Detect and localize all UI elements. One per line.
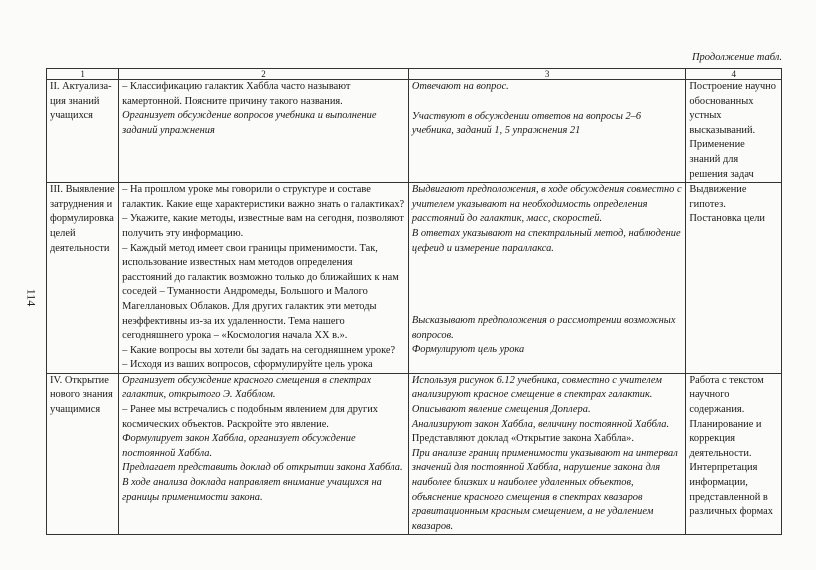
teacher-text: – Укажите, какие методы, известные вам на сегодня, позволяют получить эту информацию. — [122, 213, 404, 239]
students-text: Высказывают предположения о рассмотрении возможных вопросов. — [411, 315, 676, 341]
results-cell: Выдвижение гипотез. Постановка цели — [686, 183, 782, 374]
column-number: 4 — [686, 69, 782, 80]
column-number: 3 — [408, 69, 686, 80]
table-caption: Продолжение табл. — [691, 52, 782, 63]
results-cell: Работа с текстом научного содержания. Планирование и коррекция деятельности. Интерпретация информации, представленной в различных формах — [686, 373, 782, 535]
table-row — [47, 183, 782, 374]
students-cell — [408, 183, 686, 374]
page-number: 114 — [24, 288, 39, 307]
teacher-text: Организует обсуждение вопросов учебника и выполнение заданий упражнения — [122, 110, 377, 136]
teacher-text: – Исходя из ваших вопросов, сформулируйте цель урока — [122, 359, 373, 371]
table-row — [47, 373, 782, 535]
teacher-text: – Какие вопросы вы хотели бы задать на сегодняшнем уроке? — [122, 344, 396, 356]
teacher-cell — [119, 80, 409, 183]
stage-cell: II. Актуализа-ция знаний учащихся — [47, 80, 119, 183]
column-number: 1 — [47, 69, 119, 80]
students-text: Отвечают на вопрос. — [411, 81, 509, 92]
stage-cell: IV. Открытие нового знания учащимися — [47, 373, 119, 535]
students-text: Представляют доклад «Открытие закона Хаббла». — [411, 433, 634, 445]
lesson-table — [46, 68, 782, 535]
teacher-text: – Ранее мы встречались с подобным явлением для других космических объектов. Раскройте это явление. — [122, 404, 378, 430]
column-number: 2 — [119, 69, 409, 80]
students-cell — [408, 80, 686, 183]
teacher-text: – На прошлом уроке мы говорили о структуре и составе галактик. Какие еще характеристики важно знать о галактиках? — [122, 184, 405, 210]
teacher-text: Формулирует закон Хаббла, организует обсуждение постоянной Хаббла. — [122, 433, 356, 459]
students-text: Выдвигают предположения, в ходе обсуждения совместно с учителем указывают на необходимость определения расстояний до галактик, масс, скоростей. — [411, 184, 682, 225]
students-text: В ответах указывают на спектральный метод, наблюдение цефеид и измерение параллакса. — [411, 227, 681, 254]
students-text: Формулируют цель урока — [411, 344, 525, 356]
students-text: Описывают явление смещения Доплера. — [411, 404, 591, 416]
teacher-cell — [119, 183, 409, 374]
teacher-text: – Классификацию галактик Хаббла часто называют камертонной. Поясните причину такого названия. — [122, 81, 351, 107]
students-text: Участвуют в обсуждении ответов на вопросы 2–6 учебника, заданий 1, 5 упражнения 21 — [411, 110, 642, 137]
students-text: Анализируют закон Хаббла, величину постоянной Хаббла. — [411, 418, 670, 430]
stage-cell: III. Выявление затруднения и формулировка целей деятельности — [47, 183, 119, 374]
results-cell: Построение научно обоснованных устных высказываний. Применение знаний для решения задач — [686, 80, 782, 183]
teacher-text: Предлагает представить доклад об открытии закона Хаббла. В ходе анализа доклада направляет внимание учащихся на границы применимости закона. — [122, 462, 403, 503]
teacher-cell — [119, 373, 409, 535]
teacher-text: – Каждый метод имеет свои границы применимости. Так, использование известных нам методов определения расстояний до галактик возможно только до ближайших к нам соседей – Туманности Андромеды, Большого и Малого Магеллановых Облаков. Для других галактик эти методы неэффективны из-за их удаленности. Тема нашего сегодняшнего урока – «Космология начала XX в.». — [122, 242, 399, 342]
table-row — [47, 80, 782, 183]
students-cell — [408, 373, 686, 535]
students-text: Используя рисунок 6.12 учебника, совместно с учителем анализируют красное смещение в спектрах галактик. — [411, 374, 662, 401]
table-header-row — [47, 69, 782, 80]
students-text: При анализе границ применимости указывают на интервал значений для постоянной Хаббла, нарушение закона для наиболее близких и наиболее удаленных объектов, объяснение красного смещения в спектрах квазаров гравитационным красным смещением, а не удалением квазаров. — [411, 447, 678, 532]
teacher-text: Организует обсуждение красного смещения в спектрах галактик, открытого Э. Хабблом. — [122, 374, 372, 401]
